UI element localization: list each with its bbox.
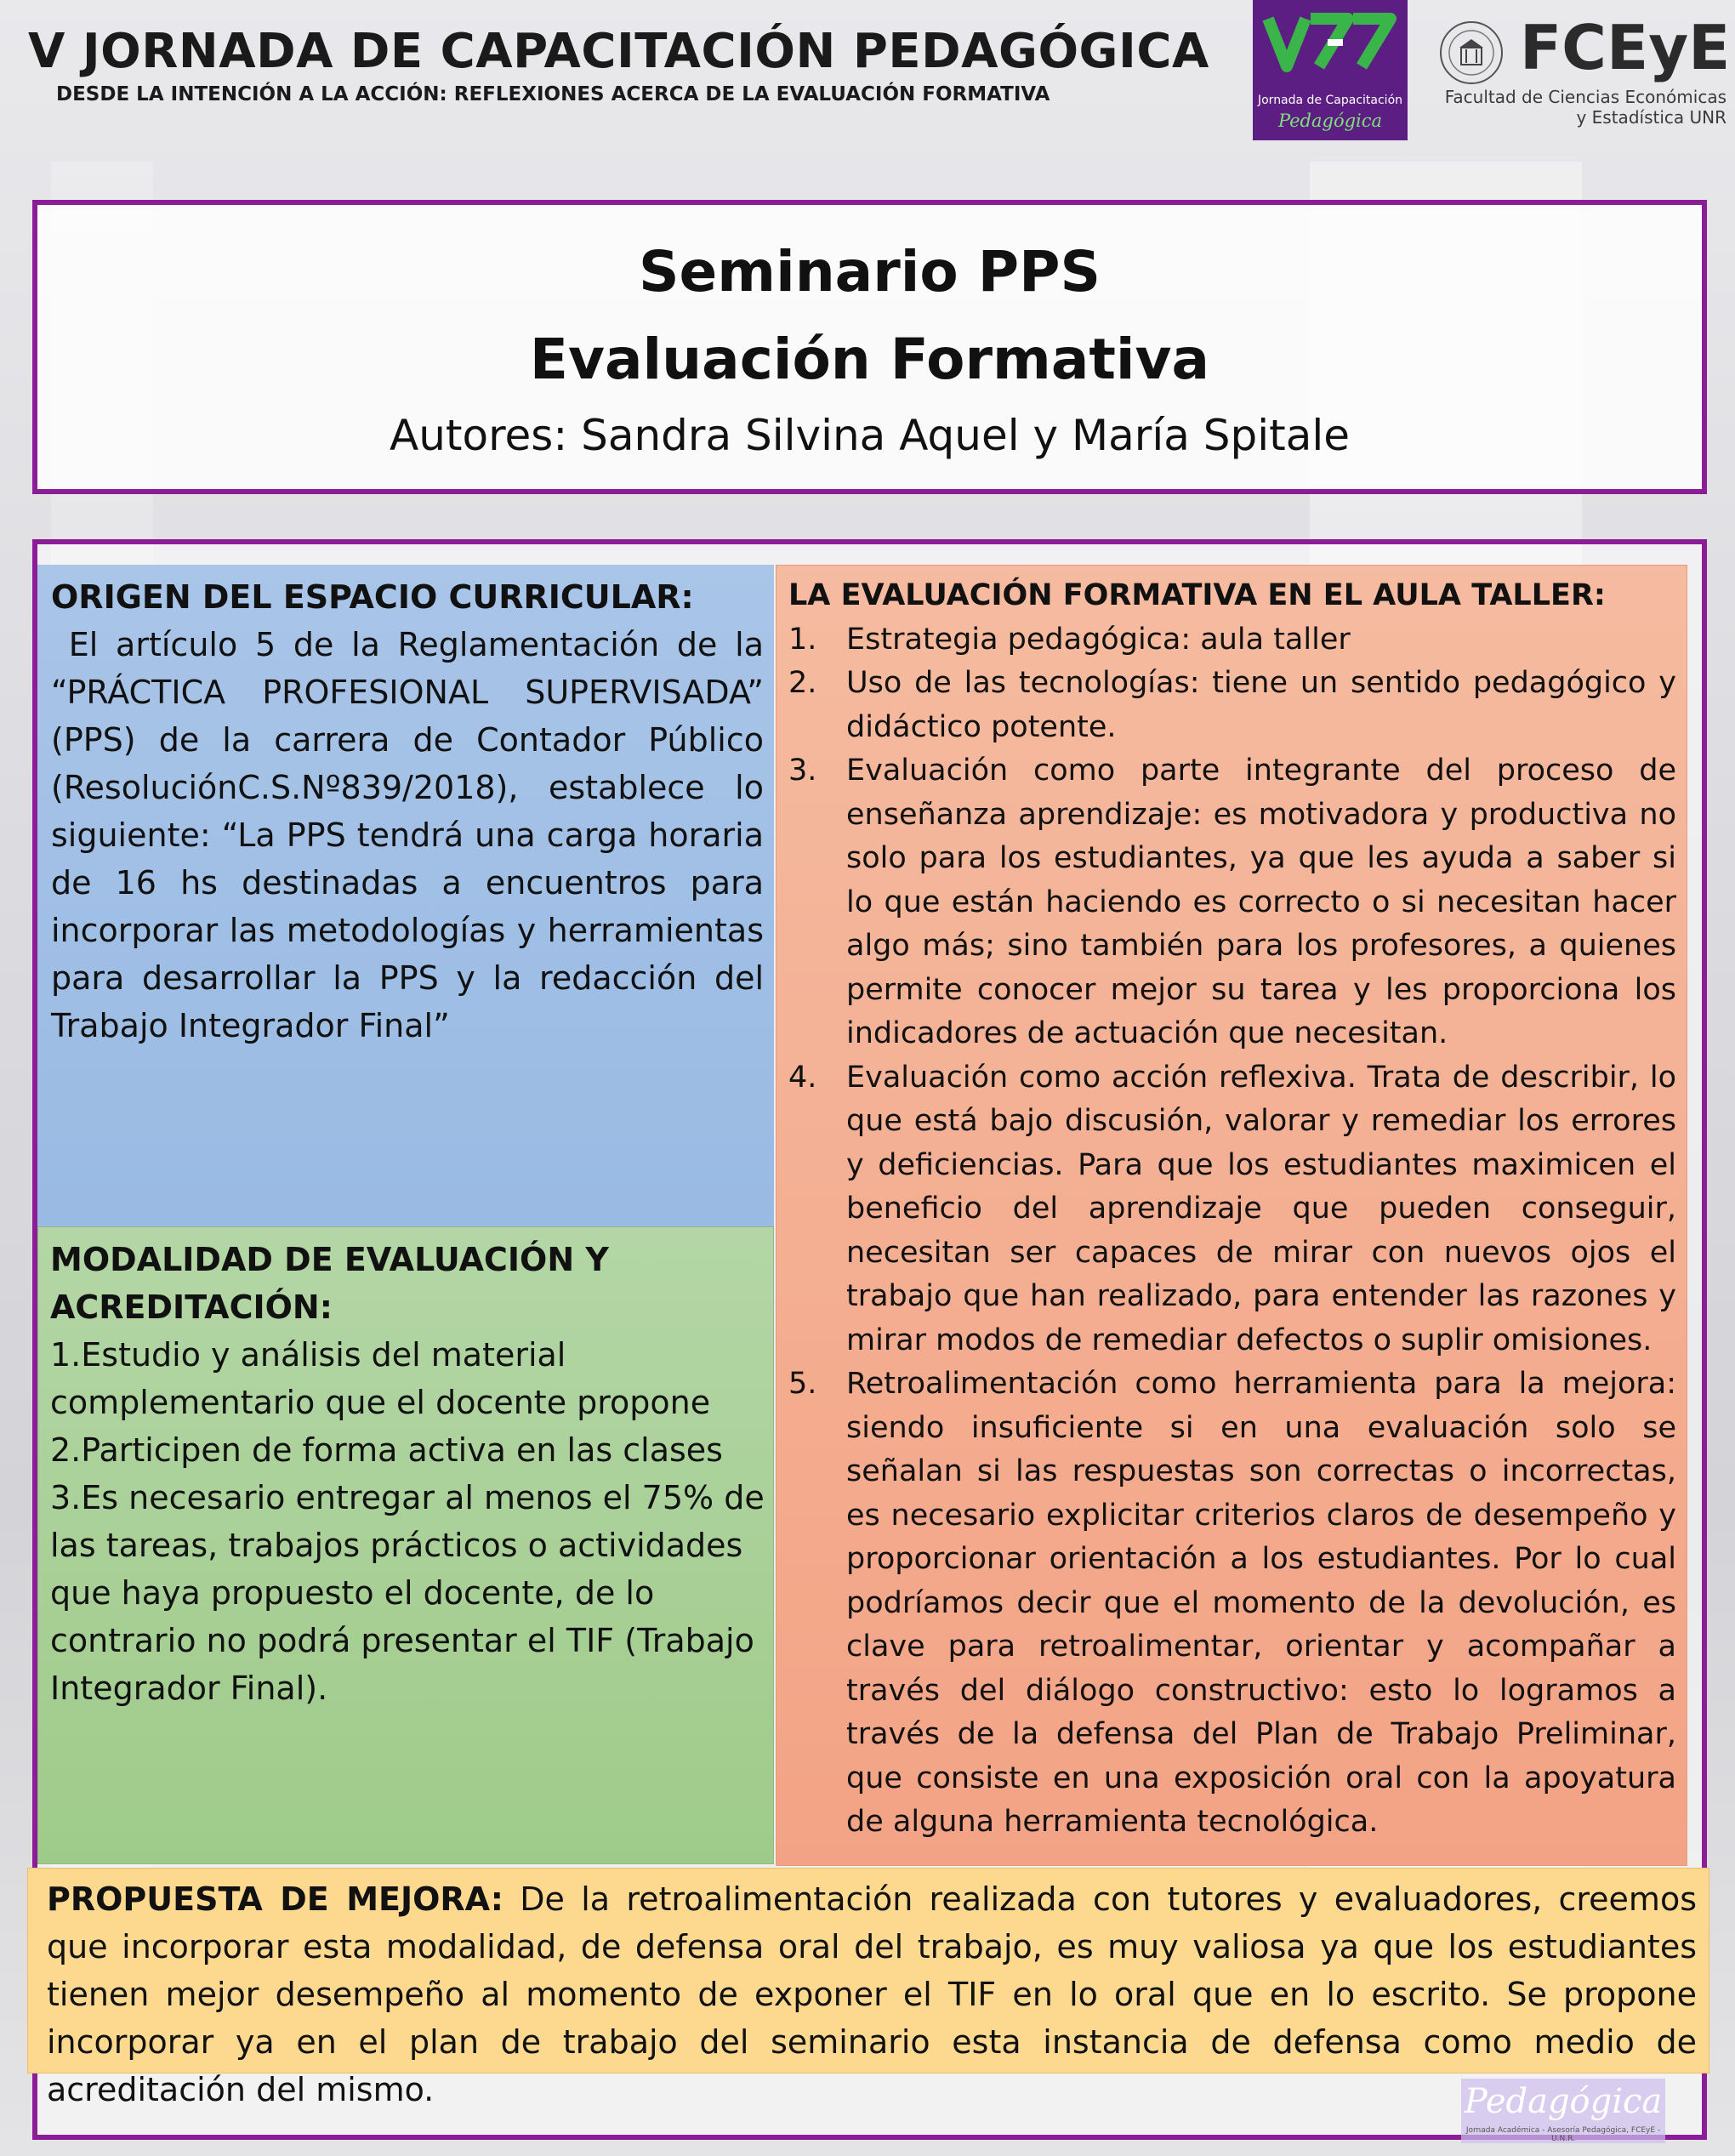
- watermark-caption: Jornada Académica - Asesoría Pedagógica, FCEyE - U.N.R.: [1465, 2126, 1661, 2143]
- list-item-text: Estrategia pedagógica: aula taller: [846, 622, 1351, 657]
- unr-seal-icon: [1437, 19, 1505, 87]
- conference-subtitle: DESDE LA INTENCIÓN A LA ACCIÓN: REFLEXIONES ACERCA DE LA EVALUACIÓN FORMATIVA: [56, 83, 1050, 105]
- list-item: [788, 749, 1676, 1056]
- modalidad-heading: MODALIDAD DE EVALUACIÓN Y: [50, 1241, 609, 1278]
- modalidad-item: 2.Participen de forma activa en las clases: [50, 1431, 723, 1469]
- evaluacion-panel: [776, 565, 1687, 1866]
- watermark-logo: [1461, 2079, 1665, 2143]
- origen-body: El artículo 5 de la Reglamentación de la “PRÁCTICA PROFESIONAL SUPERVISADA” (PPS) de la carrera de Contador Público (ResoluciónC.S.Nº839/2018), establece lo siguiente: “La PPS tendrá una carga horaria de 16 hs destinadas a encuentros para incorporar las metodologías y herramientas para desarrollar la PPS y la redacción del Trabajo Integrador Final”: [51, 626, 775, 1044]
- list-item: [788, 1362, 1676, 1845]
- jornada-logo-line1: Jornada de Capacitación: [1257, 94, 1403, 107]
- poster-subtitle: Evaluación Formativa: [529, 327, 1210, 392]
- origen-panel: [37, 565, 774, 1226]
- propuesta-body: De la retroalimentación realizada con tutores y evaluadores, creemos que incorporar esta modalidad, de defensa oral del trabajo, es muy valiosa ya que los estudiantes tienen mejor desempeño al momento de exponer el TIF en lo oral que en lo escrito. Se propone incorporar ya en el plan de trabajo del seminario esta instancia de defensa como medio de acreditación del mismo.: [47, 1880, 1708, 2108]
- list-item-number: 3.: [788, 754, 817, 788]
- header: [0, 0, 1735, 162]
- evaluacion-heading: LA EVALUACIÓN FORMATIVA EN EL AULA TALLER:: [788, 578, 1606, 612]
- title-box: [32, 200, 1707, 494]
- jornada-logo-icon: [1261, 7, 1399, 92]
- list-item-text: Evaluación como acción reflexiva. Trata de describir, lo que está bajo discusión, valorar y remediar los errores y deficiencias. Para que los estudiantes maximicen el beneficio del aprendizaje que pueden conseguir, necesitan ser capaces de mirar con nuevos ojos el trabajo que han realizado, para entender las razones y mirar modos de remediar defectos o suplir omisiones.: [846, 1060, 1676, 1357]
- list-item: [788, 1056, 1676, 1363]
- list-item-text: Evaluación como parte integrante del proceso de enseñanza aprendizaje: es motivadora y productiva no solo para los estudiantes, ya que les ayuda a saber si lo que están haciendo es correcto o si necesitan hacer algo más; sino también para los profesores, a quienes permite conocer mejor su tarea y les proporciona los indicadores de actuación que necesitan.: [846, 754, 1676, 1050]
- watermark-title: Pedagógica: [1464, 2082, 1663, 2121]
- propuesta-text: [47, 1875, 1708, 2113]
- poster-title: Seminario PPS: [639, 239, 1101, 304]
- modalidad-heading-cont: ACREDITACIÓN:: [50, 1288, 333, 1326]
- list-item: [788, 618, 1676, 663]
- jornada-logo-line2: Pedagógica: [1277, 111, 1383, 131]
- fceye-caption-line2: y Estadística UNR: [1576, 107, 1726, 128]
- fceye-caption-line1: Facultad de Ciencias Económicas: [1444, 87, 1726, 107]
- list-item-text: Uso de las tecnologías: tiene un sentido pedagógico y didáctico potente.: [846, 666, 1676, 744]
- list-item-number: 5.: [788, 1367, 817, 1401]
- list-item-number: 4.: [788, 1060, 817, 1095]
- evaluacion-list: [788, 618, 1676, 1845]
- fceye-logo-caption: [1437, 87, 1726, 128]
- origen-heading: ORIGEN DEL ESPACIO CURRICULAR:: [51, 578, 694, 616]
- list-item: [788, 662, 1676, 749]
- list-item-number: 1.: [788, 622, 817, 657]
- propuesta-heading: PROPUESTA DE MEJORA:: [47, 1880, 503, 1918]
- poster-authors: Autores: Sandra Silvina Aquel y María Spitale: [389, 411, 1351, 460]
- jornada-logo: [1253, 0, 1408, 140]
- fceye-logo: FCEyE: [1520, 12, 1731, 83]
- modalidad-panel: [37, 1226, 774, 1864]
- modalidad-item: 1.Estudio y análisis del material complementario que el docente propone: [50, 1336, 711, 1421]
- modalidad-item: 3.Es necesario entregar al menos el 75% de las tareas, trabajos prácticos o actividades que haya propuesto el docente, de lo contrario no podrá presentar el TIF (Trabajo Integrador Final).: [50, 1479, 765, 1707]
- list-item-text: Retroalimentación como herramienta para la mejora: siendo insuficiente si en una evaluación solo se señalan si las respuestas son correctas o incorrectas, es necesario explicitar criterios claros de desempeño y proporcionar orientación a los estudiantes. Por lo cual podríamos decir que el momento de la devolución, es clave para retroalimentar, orientar y acompañar a través del diálogo constructivo: esto lo logramos a través de la defensa del Plan de Trabajo Preliminar, que consiste en una exposición oral con la apoyatura de alguna herramienta tecnológica.: [846, 1367, 1676, 1839]
- list-item-number: 2.: [788, 666, 817, 700]
- conference-title: V JORNADA DE CAPACITACIÓN PEDAGÓGICA: [28, 24, 1209, 79]
